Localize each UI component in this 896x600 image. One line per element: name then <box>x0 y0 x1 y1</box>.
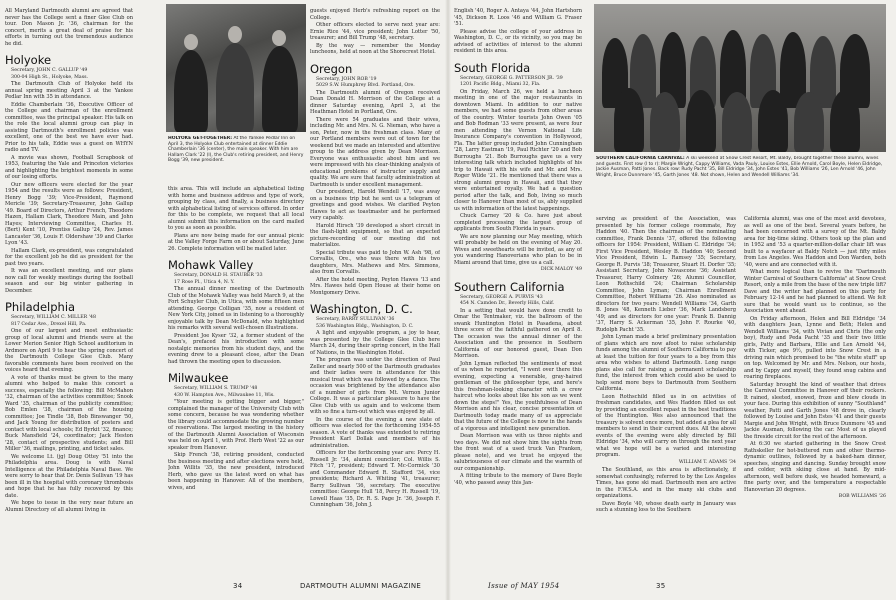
oregon-secretary: Secretary, JOHN ROB '19 <box>316 76 377 82</box>
philadelphia-address: 817 Cedar Ave., Drexel Hill, Pa. <box>11 321 87 327</box>
philadelphia-paragraph: A vote of thanks must be given to the many alumni who helped to make this concert a success, especially the following: Bill McMahon '32, chairman of the activities committee; Snook Ward '35, chairman of the publicity committee; Bob Emlen '38, chairman of the housing committee; Joe Tindle '38, Bob Binswanger '50, and Jack Young for distribution of posters and contact with local schools; Ed Byrkit '32, finance; Buck Mansfield '24, coordinator; Jack Heston '28, contact of prospective students; and Bill Miller '36, mailings, printing, and ticket sales. <box>5 374 133 453</box>
south-florida-secretary: Secretary, GEORGE G. PATTERSON JR. '39 <box>460 75 563 81</box>
southern-california-address: 454 N. Camden Dr., Beverly Hills, Calif. <box>460 301 555 307</box>
milwaukee-paragraph: Skip French '38, retiring president, conducted the business meeting and after elections were held, John Willits '35, the new president, introduced Herb, who gave us the latest word on what has been happening in Hanover. All of the members, wives, and <box>168 452 304 491</box>
philadelphia-continued: Plans are now being made for our annual picnic at the Valley Forge Farm on or about Saturday, June 26. Complete information will be mailed later. <box>168 232 304 252</box>
southern-california-continued: John Lyman made a brief preliminary presentation of plans which are now afoot to raise scholarship funds among the alumni of Southern California to pay at least the tuition for four years to a boy from this area who wishes to attend Dartmouth. Long range plans also call for raising a permanent scholarship fund, the interest from which could also be used to help send more boys to Dartmouth from Southern California. <box>596 334 736 392</box>
caption-text: A ski weekend at Snow Crest Resort, Mt. Baldy, brought together these alumni, wives and guests. First row (l to r): Margie Wright, Cappy Williams, Vada Pauly, Louise Estes, Ellie Arnold, Carol Boyle, Helen Eldridge, Jackie Ausman, Patti Jones. Back row: Rudy Pacht '35, Bill Eldridge '34, John Estes '41, Bob Williams '26, Len Arnold '46, John Wright, Bruce Dunnmore '45, Garth Jones '48. Not shown, Helen and Wendell Williams '34. <box>596 156 883 178</box>
person-head <box>184 34 198 50</box>
left-column-2 <box>168 186 304 578</box>
milwaukee-continued: guests enjoyed Herb's refreshing report on the College. <box>310 8 440 21</box>
southern-california-continued: The Southland, as this area is affectionately, if somewhat confusingly, referred to by the Los Angeles Times, has gone ski mad. Dartmouth men are active in the F.W.S.A. and in the many ski clubs and organizations. <box>596 467 736 499</box>
holyoke-paragraph: The Dartmouth Club of Holyoke held its annual spring meeting April 3 at the Yankee Pedlar Inn with 35 in attendance. <box>5 81 133 101</box>
mohawk-heading: Mohawk Valley <box>168 258 254 272</box>
south-florida-paragraph: Chuck Carney '20 & Co. have just about completed processing the largest group of applicants from South Florida in years. <box>454 213 582 233</box>
caption-lead: SOUTHERN CALIFORNIA CARNIVAL: <box>596 156 685 161</box>
washington-secretary: Secretary, BARRY SULLIVAN '36 <box>316 317 395 323</box>
person-figure <box>262 46 298 132</box>
person-head <box>228 26 242 43</box>
southern-california-paragraph: Dean Morrison was with us three nights and two days. We did not show him the sights from the front seat of a used truck Van Franken, please note), and we trust he enjoyed the salubriousness of our climate and the warmth of our companionship. <box>454 433 582 472</box>
holyoke-paragraph: Our new officers were elected for the year 1954 and the results were as follows: President, Henry Bogg '39; Vice-President, Raymond Mericle '39; Secretary-Treasurer, John Gallup '49. Board of Directors, Arthur French, Theodore Hazen, Hallam Clark, Theodore Main, and John Hayes; Interviewing Committee, Charles H. (Bert) Kent '10, Prentiss Gallup '24, Rev. James Lancaster '36, Louis F. Oldershaw '39 and Clarke Lyon '43. <box>5 181 133 247</box>
mohawk-address: 17 Rose Pl., Utica 4, N. Y. <box>174 279 235 285</box>
milwaukee-paragraph: "Your meeting is getting bigger and bigger," complained the manager of the University Club with some concern, because he was wondering whether the library could accommodate the growing number of reservations. The largest meeting in the history of the Dartmouth Alumni Association of Wisconsin was held on April 1, with Prof. Herb West '22 as our speaker from Hanover. <box>168 399 304 451</box>
carnival-signature: BOB WILLIAMS '26 <box>838 494 886 499</box>
south-florida-signature: DICK MALOY '49 <box>540 267 582 273</box>
right-column-2 <box>596 216 736 578</box>
philadelphia-paragraph: One of our largest and most enthusiastic group of local alumni and friends were at the Lower Merion Senior High School auditorium in Ardmore on April 9 to hear the spring concert of the Dartmouth College Glee Club. Many favorable comments have been received on the voices heard that evening. <box>5 328 133 374</box>
magazine-title: DARTMOUTH ALUMNI MAGAZINE <box>300 582 422 590</box>
south-florida-address: 1201 Pacific Bldg., Miami 32, Fla. <box>460 82 541 88</box>
carnival-story: What more logical than to revive the "Dartmouth Winter Carnival of Southern California" at Snow Crest Resort, only a mile from the base of the new triple lift? Dave and the writer had planned on this party for February 12-14 and he had planned to attend. We felt sure that he would want us to continue, so the Association went ahead. <box>744 269 886 314</box>
southern-california-continued: Leon Rothschild filled us in on activities of freshman candidates, and Wes Haddon filled us out by providing an excellent repast in the best traditions of the Huntington. Wes also announced that the treasury is solvent once more, but added a plea for all members to send in their current dues. All the above events of the evening were ably directed by Bill Eldridge '34, who will carry on through the next year what we hope will be a varied and interesting program. <box>596 393 736 458</box>
left-page-number: 34 <box>233 582 243 590</box>
milwaukee-heading: Milwaukee <box>168 371 229 386</box>
person-head <box>272 30 286 46</box>
person-figure <box>686 90 716 152</box>
carnival-story: At 6:30 we started gathering in the Snow Crest Rathskeller for hot-buttered rum and other thermo-dynamic outlines, followed by a baked-ham dinner, speeches, singing and dancing. Sunday brought snow and colder, with skiing close at hand. By mid-afternoon, well before dusk, we headed homeward, a fine party over, and the temperature a respectable Hanoverian 20 degrees. <box>744 441 886 493</box>
right-column-3 <box>744 216 886 578</box>
oregon-address: 5029 S.W. Humphrey Blvd. Portland, Ore. <box>316 83 415 89</box>
carnival-story: On Friday afternoon, Helen and Bill Eldridge '34 with daughters Jean, Lynne and Beth; Helen and Wendell Williams '34, with Vivian and Chris (the only boy), Rudy and Peda Pacht '35 and their two little girls, Patty and Barbara, Ellie and Len Arnold '44, with Ticker, age 9½, pulled into Snow Crest in a driving rain which promised to be "the white stuff" up on top. Welcomed by Mr. and Mrs. Nelson, our hosts, and by Cappy and myself, they found snug cabins and roaring fireplaces. <box>744 315 886 380</box>
holyoke-paragraph: Hallam Clark, ex-president, was congratulated for the excellent job he did as president for the past two years. <box>5 247 133 267</box>
carnival-photo-caption <box>596 156 886 212</box>
philadelphia-heading: Philadelphia <box>5 300 76 315</box>
south-florida-paragraph: On Friday, March 26, we held a luncheon meeting in one of the major restaurants in downtown Miami. In addition to our native members, we had some guests from other areas of the country. Winter tourists John Owen '05 and Bob Rodman '33 were present, as were four men attending the Vernon National Life Insurance Company's convention in Hollywood, Fla. The latter group included John Cunningham '28, Larry Eastman '19, Paul Richter '20 and Bob Burroughs '21. Bob Burroughs gave us a very interesting talk which included highlights of his trip to Hawaii with his wife and Mr. and Mrs. Roger Wilde '21. He mentioned that there was a strong alumni group in Hawaii, and that they were entertained royally. We had a question period after the talk, and Bob, living so much closer to Hanover than most of us, ably supplied us with information of the latest happenings. <box>454 88 582 212</box>
washington-paragraph: A light and enjoyable program, a joy to hear, was presented by the College Glee Club here March 24, during their spring concert, in the Hall of Nations, in the Washington Hotel. <box>310 330 440 356</box>
maryland-intro: All Maryland Dartmouth alumni are agreed that never has the College sent a finer Glee Club on tour. Don Mason Jr. '36, chairman for the concert, merits a great deal of praise for his efforts in turning out the tremendous audience he did. <box>5 8 133 47</box>
person-figure <box>722 92 752 152</box>
person-figure <box>650 92 680 152</box>
holyoke-photo <box>166 4 306 132</box>
philadelphia-paragraph: We hope to issue in the very near future an Alumni Directory of all alumni living in <box>5 500 133 513</box>
person-figure <box>174 50 208 132</box>
philadelphia-paragraph: We welcome Lt. (jg) Doug Ottey '51 into the Philadelphia area. Doug is with Naval Intelligence at the Philadelphia Naval Base. We were sorry to hear that Dr. Denis Sullivan '19 has been ill in the hospital with coronary thrombosis and hope that he has fully recovered by this date. <box>5 453 133 499</box>
person-figure <box>216 43 254 132</box>
milwaukee-continued: By the way — remember the Monday luncheons, held at noon at the Shorecrest Hotel. <box>310 42 440 55</box>
oregon-heading: Oregon <box>310 61 353 76</box>
washington-heading: Washington, D. C. <box>310 302 413 317</box>
person-figure <box>614 88 644 152</box>
left-column-1 <box>5 8 133 578</box>
southern-california-paragraph: A fitting tribute to the memory of Dave Boyle '40, who passed away this Jan- <box>454 473 582 486</box>
holyoke-secretary: Secretary, JOHN C. GALLUP '49 <box>11 68 88 73</box>
south-florida-heading: South Florida <box>454 60 531 75</box>
oregon-paragraph: The Dartmouth alumni of Oregon received Dean Donald H. Morrison of the College at a dinner Saturday evening, April 3, at the Heathman Hotel in Portland, Ore. <box>310 89 440 116</box>
issue-label: Issue of MAY 1954 <box>488 582 560 590</box>
washington-paragraph: The program was under the direction of Paul Zeller and nearly 500 of the Dartmouth graduates and their ladies were in attendance for this musical treat which was followed by a dance. The occasion was brightened by the attendance also of a number of girls from Mt. Vernon Junior College. It was a particular pleasure to have the Glee Club with us again and to welcome them with so fine a turn-out which was enjoyed by all. <box>310 357 440 416</box>
holyoke-paragraph: It was an excellent meeting, and our plans now call for weekly meetings during the football season and our big winter gathering in December. <box>5 268 133 294</box>
caption-text: At the Yankee Pedlar Inn on April 3, the Holyoke Club entertained at dinner Eddie Chamberlain '36 (center), the main speaker. With him are Hallam Clark '22 (l), the Club's retiring president, and Henry Bogg '39, new president. <box>168 136 304 163</box>
milwaukee-continued: Other officers elected to serve next year are: Ernie Rice '44, vice president; John Lotter '50, treasurer; and Bill Trump '48, secretary. <box>310 22 440 41</box>
holyoke-address: 300-04 High St., Holyoke, Mass. <box>11 74 89 80</box>
southern-california-continued: Dave Boyle '40, whose death early in January was such a stunning loss to the Southern <box>596 500 736 513</box>
holyoke-paragraph: Eddie Chamberlain '36, Executive Officer of the College and chairman of the enrollment committee, was the principal speaker. His talk on the role the local alumni group can play in assisting Dartmouth's enrollment policies was excellent, one of the best we have ever had. Prior to his talk, Eddie was a guest on WHYN radio and TV. <box>5 101 133 154</box>
carnival-story: Saturday brought the kind of weather that drives the Carnival Committee in Hanover off their rockers. It rained, sleeted, snowed, froze and blew clouds in your face. During this exhibition of sunny "Southland" weather, Patti and Garth Jones '48 drove in, clearly followed by Louise and John Estes '41 and their guests Margie and John Wright, with Bruce Dunmore '45 and Jackie Ausman, following the car. Most of us played the fireside circuit for the rest of the afternoon. <box>744 381 886 440</box>
oregon-paragraph: Special tribute was paid to John W. Ash '98, of Corvallis, Ore., who was there with his two daughters, Mrs. Mathews and Mrs. Simmons, also from Corvallis. <box>310 249 440 276</box>
oregon-paragraph: After the hotel meeting, Peyton Hawes '13 and Mrs. Hawes held Open House at their home on Montgomery Drive. <box>310 276 440 296</box>
right-page <box>448 0 896 600</box>
right-column-1 <box>454 8 582 578</box>
person-figure <box>794 92 824 152</box>
holyoke-paragraph: A movie was shown, Football Scrapbook of 1953, featuring the Yale and Princeton victories and highlighting the brightest moments in some of our losing efforts. <box>5 154 133 181</box>
left-column-3 <box>310 8 440 578</box>
washington-paragraph: Officers for the forthcoming year are: Percy H. Russell Jr. '34, alumni councilor; Col. Willis S. Fitch '17, president; Edward T. Mc-Cormick '30 and Commander Edward R. Stafford '34, vice presidents; Richard A. Whiting '41, treasurer; Barry Sullivan '36, secretary. The executive committee: George Hull '18, Percy H. Russell '19, Lowell Haas '35, Dr. R. S. Page Jr. '36, Joseph F. Cunningham '36, John J. <box>310 450 440 509</box>
caption-lead: HOLYOKE GET-TOGETHER: <box>168 136 233 141</box>
person-figure <box>830 90 860 152</box>
mohawk-paragraph: The annual dinner meeting of the Dartmouth Club of the Mohawk Valley was held March 9, at the Fort Schuyler Club, in Utica, with some fifteen men attending. George Colligan '35, now a resident of New York City, joined us in listening to a thoroughly enjoyable talk by Dean McDonald, who highlighted his remarks with several well-chosen illustrations. <box>168 286 304 332</box>
oregon-paragraph: There were 54 graduates and their wives, including Mr. and Mrs. N. G. Nieman, who have a son, Peter, now in the freshman class. Many of our Portland members were out of town for the weekend but we made an interested and attentive group to the address given by Dean Morrison. Everyone was enthusiastic about him and we were impressed with his clear-thinking analysis of educational problems of instructor supply and quality. We are sure that faculty administration at Dartmouth is under excellent management. <box>310 116 440 188</box>
right-page-number: 35 <box>656 582 666 590</box>
milwaukee-secretary: Secretary, WILLIAM S. TRUMP '48 <box>174 386 258 392</box>
holyoke-photo-caption <box>168 136 304 182</box>
washington-paragraph: In the course of the evening a new slate of officers was elected for the forthcoming 1954-55 season. A vote of thanks was extended to retiring President Karl Dollak and members of his administration. <box>310 416 440 449</box>
carnival-story: California alumni, was one of the most avid devotees, as well as one of the best. Several years before, he had been concerned with a survey of the Mt. Baldy area for big-time skiing. Others took up the plan and in 1952 and '53 a quarter-million-dollar chair lift was built to a wayfacer at Baldy Notch — just fifty miles from Los Angeles. Wes Haddon and Don Warden, both '40, were and are connected with it. <box>744 216 886 268</box>
mohawk-secretary: Secretary, DONALD H. STAUBER '33 <box>174 273 263 278</box>
washington-continued: English '40, Roger A. Antaya '44, John Hartshorn '45, Dickson R. Loos '46 and William G. Fraser '51. <box>454 8 582 27</box>
oregon-paragraph: Harold Hirsch '39 developed a short circuit in the flash-light equipment, so that an expected picture-recording of our meeting did not materialize. <box>310 222 440 249</box>
southern-california-paragraph: In a setting that would have done credit to Omar the Tentmaker, viz. the ballroom of the swank Huntington Hotel in Pasadena, about three score of the faithful gathered on April 8. The occasion was the annual dinner of the Association and the presence in Southern California of our honored guest, Dean Don Morrison. <box>454 307 582 360</box>
southern-california-continued: serving as president of the Association, was presented by his former college roommate, Roy Haddon '40. Then the chairman of the nominating committee, Frank Dennis '37, offered the following officers for 1954: President, William C. Eldridge '34; First Vice President, Wesley B. Haddon '40; Second Vice President, Edwin L. Ramsey '35; Secretary, George R. Purvis '38; Treasurer, Stuart H. Dorfer '35; Assistant Secretary, John Novascone '36; Assistant Treasurer, Harry Colmery '26; Alumni Councillor, Leon Rothschild '24; Chairman Scholarship Committee, John Lyman; Chairman Enrollment Committee, Robert Williams '26. Also nominated as directors for two years: Wendell Williams '34, Garth B. Jones '48, Kenneth Lieber '36, Mark Landsberg '49; and as directors for one year: Frank B. Dannig '37, Harry S. Ackerman '35, John F. Rourke '40, Rudolph Pacht '35. <box>596 216 736 333</box>
washington-address: 536 Washington Bldg., Washington, D. C. <box>316 323 414 329</box>
south-florida-paragraph: We are now planning our May meeting, which will probably be held on the evening of May 20. Wives and sweethearts will be invited, as any of you wandering Hanoverians who plan to be in Miami around that time, give us a call. <box>454 233 582 266</box>
philadelphia-continued: this area. This will include an alphabetical listing with home and business address and type of work, grouping by class, and finally, a business directory with alphabetical listing of services offered. In order for this to be complete, we request that all local alumni submit this information on the card mailed to you as soon as possible. <box>168 186 304 231</box>
person-figure <box>758 90 788 152</box>
southern-california-paragraph: John Lyman reflected the sentiments of most of us when he reported, "I went over there this evening, expecting a venerable, gray-haired gentleman of the philosopher type, and here's this freshman-looking character with a crew haircut who looks about like his son as we went down the steps!" Yes, the youthfulness of Dean Morrison and his clear, concise presentation of Dartmouth today made many of us appreciate that the future of the College is now in the hands of a vigorous and intelligent new generation. <box>454 360 582 432</box>
oregon-paragraph: Our president, Harold Wendell '17, was away on a business trip but he sent us a telegram of greetings and good wishes. We clarified Peyton Hawes to act as toastmaster and he performed very capably. <box>310 189 440 222</box>
carnival-photo <box>594 4 886 152</box>
washington-continued: Please advise the college of your address in Washington, D. C., or its vicinity, so you may be advised of activities of interest to the alumni resident in this area. <box>454 28 582 54</box>
mohawk-paragraph: President Joe Kyser '32, a former student of the Dean's, prefaced his introduction with some nostalgic memories from his student days, and the evening drew to a pleasant close, after the Dean had thrown the meeting open to discussion. <box>168 332 304 365</box>
philadelphia-secretary: Secretary, WILLIAM C. MILLER '48 <box>11 315 96 321</box>
milwaukee-address: 430 W. Hampton Ave., Milwaukee 11, Wis. <box>174 392 275 398</box>
holyoke-heading: Holyoke <box>5 53 52 67</box>
southern-california-signature: WILLIAM T. ADAMS '34 <box>678 459 736 465</box>
southern-california-heading: Southern California <box>454 279 565 294</box>
southern-california-secretary: Secretary, GEORGE A. PURVIS '43 <box>460 294 543 300</box>
